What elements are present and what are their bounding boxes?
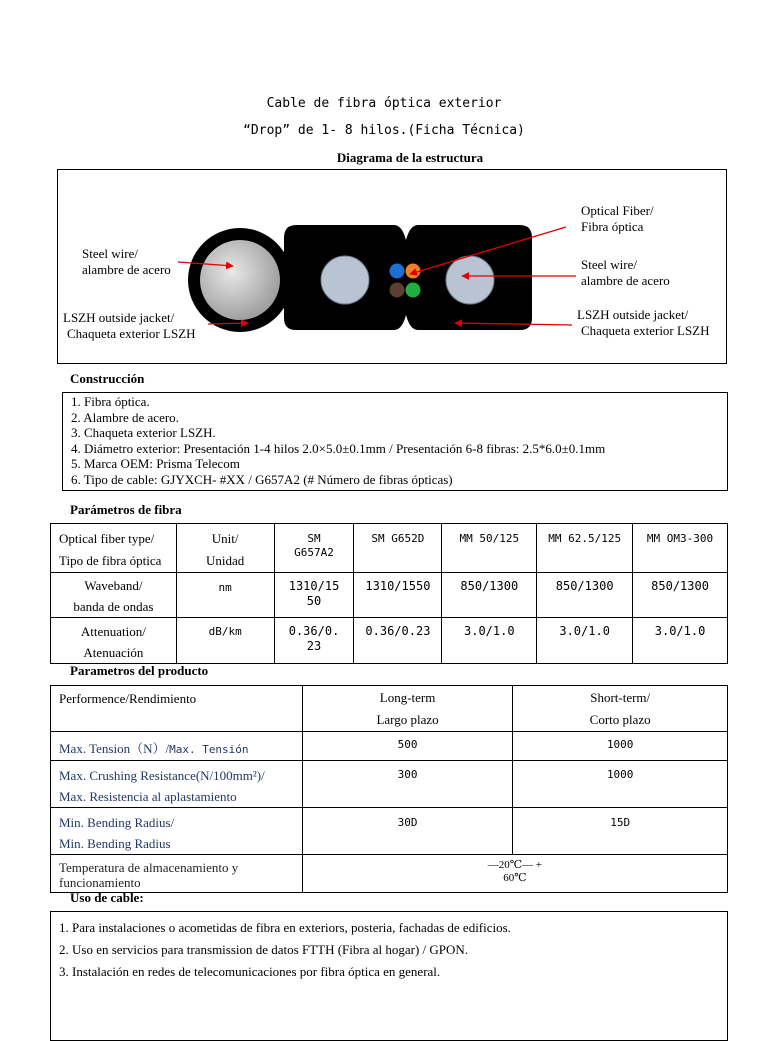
uso-list xyxy=(50,911,728,1041)
header-mm-om3: MM OM3-300 xyxy=(633,524,728,573)
table-row xyxy=(51,808,728,855)
producto-heading: Parametros del producto xyxy=(70,663,209,678)
table-row xyxy=(51,732,728,761)
document-title: Cable de fibra óptica exterior xyxy=(266,96,502,111)
list-item: 3. Instalación en redes de telecomunicaciones por fibra óptica en general. xyxy=(59,964,441,979)
cell-attenuation-mm62: 3.0/1.0 xyxy=(537,618,633,664)
list-item: 5. Marca OEM: Prisma Telecom xyxy=(71,456,240,471)
cell-attenuation-sm657: 0.36/0. 23 xyxy=(274,618,354,664)
header-long-term: Long-term Largo plazo xyxy=(302,686,513,732)
cell-crushing-short: 1000 xyxy=(513,761,728,808)
table-row xyxy=(51,686,728,732)
table-row xyxy=(51,524,728,573)
list-item: 3. Chaqueta exterior LSZH. xyxy=(71,425,216,440)
header-mm-50: MM 50/125 xyxy=(442,524,537,573)
table-row xyxy=(51,618,728,664)
row-attenuation-unit: dB/km xyxy=(176,618,274,664)
label-steel-wire-right: Steel wire/ alambre de acero xyxy=(581,257,670,288)
cell-attenuation-om3: 3.0/1.0 xyxy=(633,618,728,664)
list-item: 1. Fibra óptica. xyxy=(71,394,150,409)
row-waveband-label: Waveband/ banda de ondas xyxy=(51,573,177,618)
cell-bending-short: 15D xyxy=(513,808,728,855)
list-item: 4. Diámetro exterior: Presentación 1-4 hilos 2.0×5.0±0.1mm / Presentación 6-8 fibras: 2.5*6.0±0.1mm xyxy=(71,440,606,456)
row-temperature-label: Temperatura de almacenamiento y funcionamiento xyxy=(51,855,303,893)
header-unit: Unit/ Unidad xyxy=(176,524,274,573)
cell-waveband-sm652: 1310/1550 xyxy=(354,573,442,618)
row-crushing-label: Max. Crushing Resistance(N/100mm²)/ Max. Resistencia al aplastamiento xyxy=(51,761,303,808)
table-row xyxy=(51,761,728,808)
uso-heading: Uso de cable: xyxy=(70,890,144,905)
header-sm-g657a2: SM G657A2 xyxy=(274,524,354,573)
list-item: 2. Alambre de acero. xyxy=(71,409,179,425)
header-sm-g652d: SM G652D xyxy=(354,524,442,573)
cell-bending-long: 30D xyxy=(302,808,513,855)
label-steel-wire-left: Steel wire/ alambre de acero xyxy=(82,246,171,277)
header-fiber-type: Optical fiber type/ Tipo de fibra óptica xyxy=(51,524,177,573)
product-params-table xyxy=(50,685,728,893)
fibra-heading: Parámetros de fibra xyxy=(70,502,182,517)
construccion-list xyxy=(62,392,728,491)
header-performance: Performence/Rendimiento xyxy=(51,686,303,732)
cell-waveband-mm50: 850/1300 xyxy=(442,573,537,618)
header-short-term: Short-term/ Corto plazo xyxy=(513,686,728,732)
table-row xyxy=(51,855,728,893)
cell-temperature-value: —20℃— + 60℃ xyxy=(302,855,727,893)
cell-attenuation-mm50: 3.0/1.0 xyxy=(442,618,537,664)
construccion-heading: Construcción xyxy=(70,371,145,386)
row-attenuation-label: Attenuation/ Atenuación xyxy=(51,618,177,664)
cell-tension-long: 500 xyxy=(302,732,513,761)
list-item: 6. Tipo de cable: GJYXCH- #XX / G657A2 (# Número de fibras ópticas) xyxy=(71,471,453,487)
row-waveband-unit: nm xyxy=(176,573,274,618)
cell-tension-short: 1000 xyxy=(513,732,728,761)
cell-crushing-long: 300 xyxy=(302,761,513,808)
fiber-params-table xyxy=(50,523,728,664)
row-bending-label: Min. Bending Radius/ Min. Bending Radius xyxy=(51,808,303,855)
document-subtitle: “Drop” de 1- 8 hilos.(Ficha Técnica) xyxy=(243,123,525,138)
diagram-title: Diagrama de la estructura xyxy=(336,150,484,165)
table-row xyxy=(51,573,728,618)
cell-waveband-sm657: 1310/15 50 xyxy=(274,573,354,618)
label-jacket-left: LSZH outside jacket/ Chaqueta exterior LSZH xyxy=(63,310,196,341)
steel-wire-left xyxy=(200,240,280,320)
cell-waveband-om3: 850/1300 xyxy=(633,573,728,618)
list-item: 1. Para instalaciones o acometidas de fibra en exteriors, posteria, fachadas de edificios. xyxy=(59,920,511,935)
label-optical-fiber: Optical Fiber/ Fibra óptica xyxy=(581,203,654,234)
list-item: 2. Uso en servicios para transmission de datos FTTH (Fibra al hogar) / GPON. xyxy=(59,942,469,957)
label-jacket-right: LSZH outside jacket/ Chaqueta exterior LSZH xyxy=(577,307,710,338)
structure-diagram xyxy=(57,169,727,364)
row-tension-label: Max. Tension（N）/Max. Tensión xyxy=(51,732,303,761)
header-mm-62: MM 62.5/125 xyxy=(537,524,633,573)
cell-waveband-mm62: 850/1300 xyxy=(537,573,633,618)
cell-attenuation-sm652: 0.36/0.23 xyxy=(354,618,442,664)
